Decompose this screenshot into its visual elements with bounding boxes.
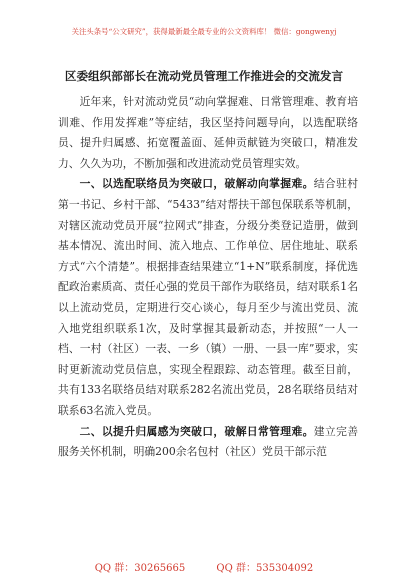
footer [0,559,408,574]
section-heading: 一、以选配联络员为突破口，破解动向掌握难。 [79,177,314,191]
promo-banner: 关注头条号“公文研究”，获得最新最全最专业的公文资料库！ 微信：gongwenyj [71,27,337,36]
section-heading: 二、以提升归属感为突破口，破解日常管理难。 [79,424,314,438]
paragraph-text: 近年来，针对流动党员“动向掌握难、日常管理难、教育培训难、作用发挥难”等症结，我区坚持问题导向，以选配联络员、提升归属感、拓宽覆盖面、延伸贡献链为突破口，精准发力、久久为功，不断加强和改进流动党员管理实效。 [58,95,358,170]
qq-group-right: QQ 群：535304092 [216,563,314,574]
paragraph-text: 结合驻村第一书记、乡村干部、“5433”结对帮扶干部包保联系等机制，对辖区流动党员开展“拉网式”排查，分级分类登记造册，做到基本情况、流出时间、流入地点、工作单位、居住地址、联系方式“六个清楚”。根据排查结果建立“1+N”联系制度，择优选配政治素质高、责任心强的党员干部作为联络员，结对联系1名以上流动党员，定期进行交心谈心，每月至少与流出党员、流入地党组织联系1次，及时掌握其最新动态，并按照“一人一档、一村（社区）一表、一乡（镇）一册、一县一库”要求，实时更新流动党员信息，实现全程跟踪、动态管理。截至目前，共有133名联络员结对联系282名流出党员，28名联络员结对联系63名流入党员。 [58,177,359,417]
paragraph-section-2 [58,422,358,463]
paragraph-section-1 [58,174,358,421]
paragraph-text: 建立完善服务关怀机制，明确200余名包村（社区）党员干部示范 [58,424,359,459]
document-title: 区委组织部部长在流动党员管理工作推进会的交流发言 [64,69,344,83]
paragraph-intro [58,92,358,174]
document-body [58,92,358,463]
qq-group-left: QQ 群：30265665 [94,563,186,574]
